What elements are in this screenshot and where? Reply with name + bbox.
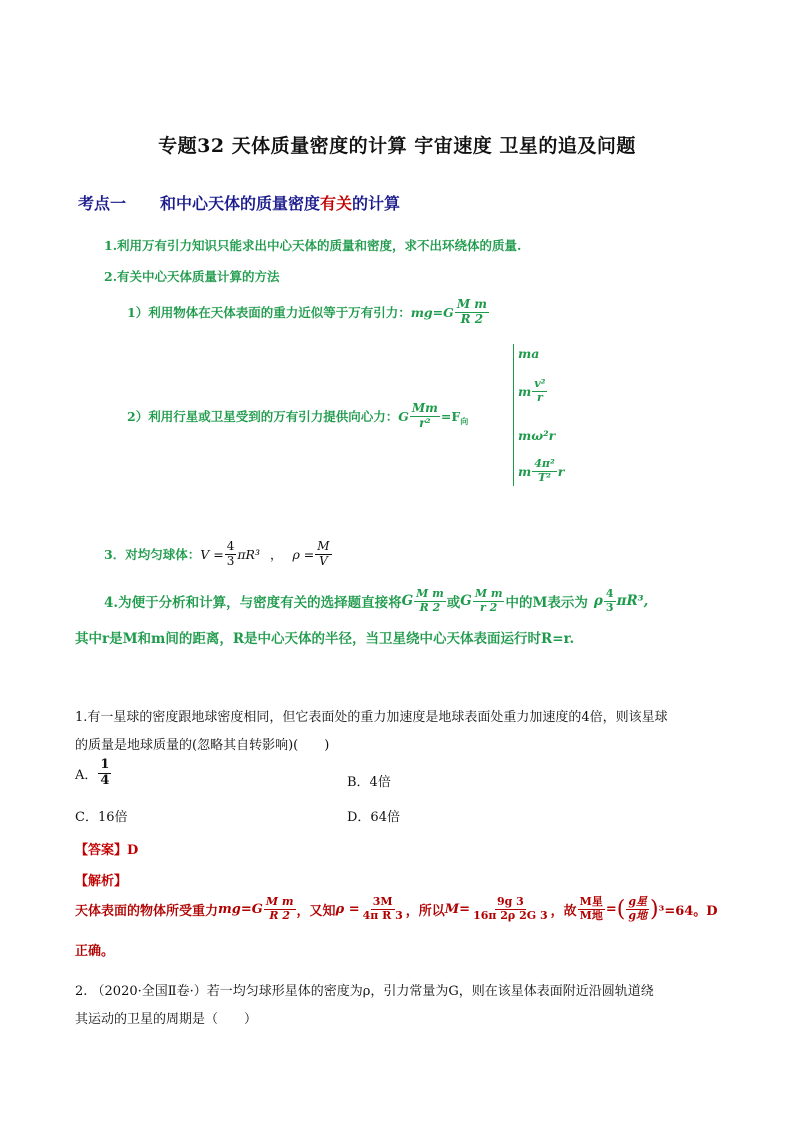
answer-tag: 【答案】 — [75, 843, 128, 858]
solution-text-c: ，所以 — [405, 903, 445, 919]
solution-f2-fraction — [361, 896, 405, 922]
fraction-numerator: 9g 3 — [496, 895, 524, 908]
volume-fraction — [225, 540, 237, 569]
solution-f4-fraction — [578, 896, 605, 922]
fraction-denominator: r 2 — [480, 600, 498, 614]
section-text-2: 的计算 — [352, 194, 401, 213]
section-heading — [78, 191, 400, 214]
volume-tail: πR³ — [237, 546, 260, 562]
fraction-denominator: 3 — [226, 553, 235, 568]
method-2-fraction — [410, 402, 440, 431]
case-4pi2-fraction — [532, 458, 557, 484]
formula-g: G — [460, 593, 472, 610]
fraction-numerator: M m — [416, 587, 444, 600]
section-text-red: 有关 — [320, 194, 353, 213]
method-2-g: G — [398, 408, 409, 424]
fraction-numerator: M — [317, 539, 330, 553]
solution-eq: = — [605, 901, 617, 917]
answer-value: D — [127, 843, 139, 858]
answer-line — [75, 839, 138, 858]
formula-g: G — [401, 593, 414, 610]
method-2-sub: 向 — [460, 415, 469, 426]
method-1-fraction — [455, 298, 489, 327]
question-2-line-1: 2. （2020·全国Ⅱ卷·）若一均匀球形星体的密度为ρ，引力常量为G，则在该星体表面附近沿圆轨道绕 — [75, 984, 654, 999]
solution-text-e: ³=64。D — [658, 903, 718, 919]
fraction-denominator: R 2 — [460, 311, 484, 326]
question-2-line-2: 其运动的卫星的周期是（ ） — [75, 1012, 258, 1027]
fraction-denominator: r — [536, 390, 543, 404]
option-d: D．64倍 — [347, 810, 400, 825]
fraction-numerator: v² — [534, 377, 546, 390]
fraction-denominator: T² — [537, 470, 551, 484]
point-3 — [104, 540, 333, 569]
option-a — [75, 758, 112, 789]
point-4-fraction-1 — [414, 588, 446, 614]
method-2 — [127, 402, 468, 431]
solution-f2-lhs: ρ = — [335, 901, 360, 917]
option-a-fraction — [98, 758, 111, 789]
fraction-numerator: 4 — [226, 539, 235, 553]
fraction-numerator: 4 — [605, 587, 614, 600]
question-1-line-1: 1.有一星球的密度跟地球密度相同，但它表面处的重力加速度是地球表面处重力加速度的4倍，则该星球 — [75, 710, 668, 725]
point-4-fraction-2 — [473, 588, 505, 614]
case-mv2r — [518, 378, 548, 404]
solution-f5-fraction — [626, 896, 649, 922]
fraction-denominator: R 2 — [419, 600, 441, 614]
fraction-denominator: 4π R 3 — [362, 908, 403, 922]
option-b: B．4倍 — [347, 775, 391, 790]
section-text-1: 和中心天体的质量密度 — [160, 194, 321, 213]
fraction-numerator: 1 — [100, 757, 110, 772]
solution-f3-lhs: M= — [444, 901, 471, 917]
solution-f1-lhs: mg=G — [218, 901, 263, 917]
case-ma: ma — [518, 346, 540, 361]
fraction-numerator: g星 — [628, 895, 648, 908]
fraction-denominator: 3 — [605, 600, 614, 614]
density-lhs: ρ = — [292, 546, 315, 562]
fraction-numerator: M m — [265, 895, 294, 908]
solution-line-2: 正确。 — [75, 944, 115, 959]
point-4-line-1 — [104, 588, 648, 614]
fraction-denominator: V — [319, 553, 328, 568]
section-label: 考点一 — [78, 194, 127, 213]
case-v2r-fraction — [532, 378, 547, 404]
solution-line-1: 天体表面的物体所受重力 mg=G $\frac{\text{M m}}{R 2}$ ，又知 ρ = $\frac{3M}{\text{4π R 3}}$ ，所以 M= $\frac{9g 3}{16\pi 2\rho 2G 3}$ ，故 $\frac{\text{M星}}{\text{M地}}$ = ( $\frac{\text{g星}}{\text{g地}}$ ) ³=64。D — [75, 895, 718, 922]
fraction-denominator: R 2 — [269, 908, 290, 922]
fraction-denominator: M地 — [579, 908, 603, 922]
point-2: 2.有关中心天体质量计算的方法 — [104, 269, 280, 284]
point-4-text-b: 中的M表示为 — [505, 595, 588, 612]
force-cases — [513, 344, 574, 486]
point-4-line-2: 其中r是M和m间的距离，R是中心天体的半径，当卫星绕中心天体表面运行时R=r. — [75, 631, 575, 647]
point-4-or: 或 — [446, 595, 461, 612]
fraction-numerator: 3M — [372, 895, 393, 908]
point-4-text-a: 4.为便于分析和计算，与密度有关的选择题直接将 — [104, 595, 402, 612]
fraction-numerator: M m — [456, 297, 487, 311]
option-a-label: A． — [75, 767, 98, 783]
method-1-text: 1）利用物体在天体表面的重力近似等于万有引力： — [127, 305, 411, 321]
method-1 — [127, 298, 490, 327]
case-r: r — [557, 463, 565, 479]
question-1-line-2: 的质量是地球质量的(忽略其自转影响)( ) — [75, 738, 330, 753]
fraction-denominator: 16π 2ρ 2G 3 — [473, 908, 548, 922]
case-m4pi2 — [518, 458, 564, 484]
fraction-denominator: g地 — [628, 908, 648, 922]
analysis-tag: 【解析】 — [75, 874, 128, 889]
point-4-fraction-3 — [604, 588, 616, 614]
solution-text-d: ，故 — [550, 903, 577, 919]
option-c: C．16倍 — [75, 810, 128, 825]
solution-f3-fraction — [471, 896, 550, 922]
case-m: m — [518, 463, 532, 479]
separator: ， — [269, 547, 283, 563]
fraction-numerator: 4π² — [534, 457, 555, 470]
point-1: 1.利用万有引力知识只能求出中心天体的质量和密度，求不出环绕体的质量. — [104, 238, 522, 253]
point-4-rho: ρ — [593, 593, 603, 610]
fraction-denominator: 4 — [100, 772, 110, 788]
case-m: m — [518, 383, 532, 399]
fraction-numerator: M m — [474, 587, 503, 600]
density-fraction — [315, 540, 331, 569]
page-title: 专题32 天体质量密度的计算 宇宙速度 卫星的追及问题 — [158, 135, 636, 157]
method-1-lhs: mg=G — [410, 304, 454, 320]
volume-lhs: V = — [200, 546, 224, 562]
solution-f1-fraction — [264, 896, 296, 922]
solution-text-a: 天体表面的物体所受重力 — [75, 903, 219, 919]
fraction-numerator: Mm — [411, 401, 438, 415]
case-momega: mω²r — [518, 428, 556, 443]
point-4-tail: πR³, — [616, 593, 649, 610]
point-3-prefix: 3．对均匀球体： — [104, 547, 201, 563]
fraction-denominator: r² — [419, 415, 431, 430]
fraction-numerator: M星 — [579, 895, 603, 908]
method-2-eq: =F — [440, 408, 461, 424]
method-2-text: 2）利用行星或卫星受到的万有引力提供向心力： — [127, 409, 399, 425]
solution-text-b: ，又知 — [296, 903, 336, 919]
